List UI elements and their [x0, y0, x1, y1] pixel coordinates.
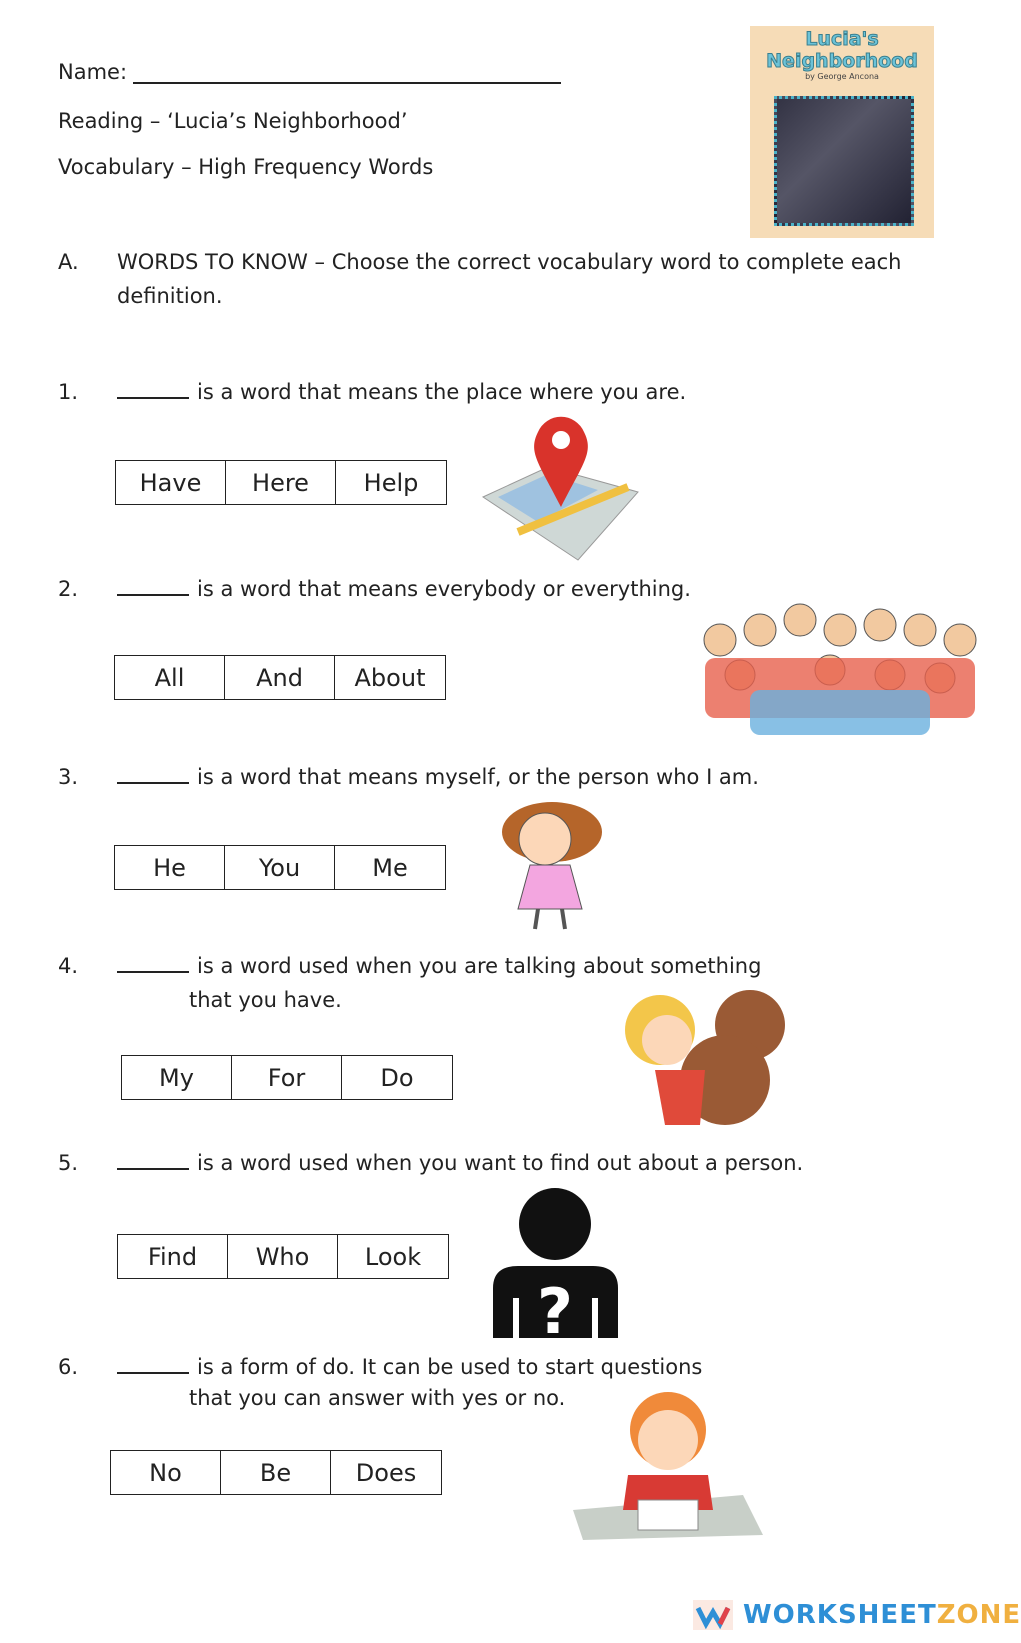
- question-text: is a form of do. It can be used to start questions: [117, 1355, 702, 1379]
- name-field[interactable]: [58, 60, 561, 84]
- choice[interactable]: Have: [116, 461, 226, 504]
- worksheetzone-w-icon: [693, 1600, 733, 1630]
- choice[interactable]: Be: [221, 1451, 331, 1494]
- question-text: is a word that means the place where you are.: [117, 380, 686, 404]
- choice-box: [114, 845, 446, 890]
- choice-box: [117, 1234, 449, 1279]
- question-number: 5.: [58, 1151, 79, 1175]
- choice-box: [121, 1055, 453, 1100]
- name-label: Name:: [58, 60, 128, 84]
- question-number: 2.: [58, 577, 79, 601]
- cover-author: by George Ancona: [805, 72, 879, 81]
- reading-title: Reading – ‘Lucia’s Neighborhood’: [58, 109, 408, 133]
- question-text: is a word that means myself, or the person who I am.: [117, 765, 759, 789]
- question-text-2: that you have.: [189, 988, 342, 1012]
- choice-box: [110, 1450, 442, 1495]
- question-text: is a word used when you are talking about something: [117, 954, 761, 978]
- girl-with-teddy-bear-image: [605, 985, 805, 1145]
- answer-blank[interactable]: [117, 578, 189, 596]
- vocabulary-title: Vocabulary – High Frequency Words: [58, 155, 434, 179]
- choice[interactable]: Who: [228, 1235, 338, 1278]
- boy-writing-image: [573, 1385, 763, 1540]
- choice[interactable]: Here: [226, 461, 336, 504]
- choice-box: [115, 460, 447, 505]
- answer-blank[interactable]: [117, 1356, 189, 1374]
- choice[interactable]: He: [115, 846, 225, 889]
- choice[interactable]: Does: [355, 1458, 417, 1487]
- answer-blank[interactable]: [117, 1152, 189, 1170]
- crowd-of-people-image: [690, 590, 990, 750]
- question-text: is a word used when you want to find out about a person.: [117, 1151, 803, 1175]
- map-pin-icon: [478, 412, 648, 562]
- question-number: 6.: [58, 1355, 79, 1379]
- question-number: 1.: [58, 380, 79, 404]
- section-instruction-2: definition.: [117, 284, 223, 308]
- section-instruction: WORDS TO KNOW – Choose the correct vocabulary word to complete each: [117, 250, 902, 274]
- answer-blank[interactable]: [117, 766, 189, 784]
- choice[interactable]: And: [225, 656, 335, 699]
- section-letter: A.: [58, 250, 79, 274]
- girl-pointing-image: [490, 797, 630, 937]
- choice[interactable]: Look: [364, 1242, 422, 1271]
- choice[interactable]: About: [354, 663, 426, 692]
- cover-title-1: Lucia's: [805, 28, 879, 50]
- svg-text:?: ?: [537, 1275, 573, 1348]
- name-line[interactable]: [133, 64, 561, 84]
- choice[interactable]: All: [115, 656, 225, 699]
- cover-title-2: Neighborhood: [766, 50, 918, 72]
- cover-photo: [774, 96, 914, 226]
- question-text-2: that you can answer with yes or no.: [189, 1386, 566, 1410]
- answer-blank[interactable]: [117, 955, 189, 973]
- question-number: 4.: [58, 954, 79, 978]
- choice[interactable]: Find: [118, 1235, 228, 1278]
- answer-blank[interactable]: [117, 381, 189, 399]
- choice[interactable]: Help: [363, 468, 419, 497]
- choice[interactable]: Do: [380, 1063, 414, 1092]
- question-text: is a word that means everybody or everything.: [117, 577, 691, 601]
- choice[interactable]: No: [111, 1451, 221, 1494]
- worksheetzone-logo: WORKSHEET ZONE: [693, 1600, 1021, 1630]
- question-number: 3.: [58, 765, 79, 789]
- choice[interactable]: For: [232, 1056, 342, 1099]
- choice[interactable]: Me: [372, 853, 408, 882]
- book-cover: [750, 26, 934, 238]
- unknown-person-icon: [488, 1188, 623, 1348]
- choice-box: [114, 655, 446, 700]
- choice[interactable]: My: [122, 1056, 232, 1099]
- choice[interactable]: You: [225, 846, 335, 889]
